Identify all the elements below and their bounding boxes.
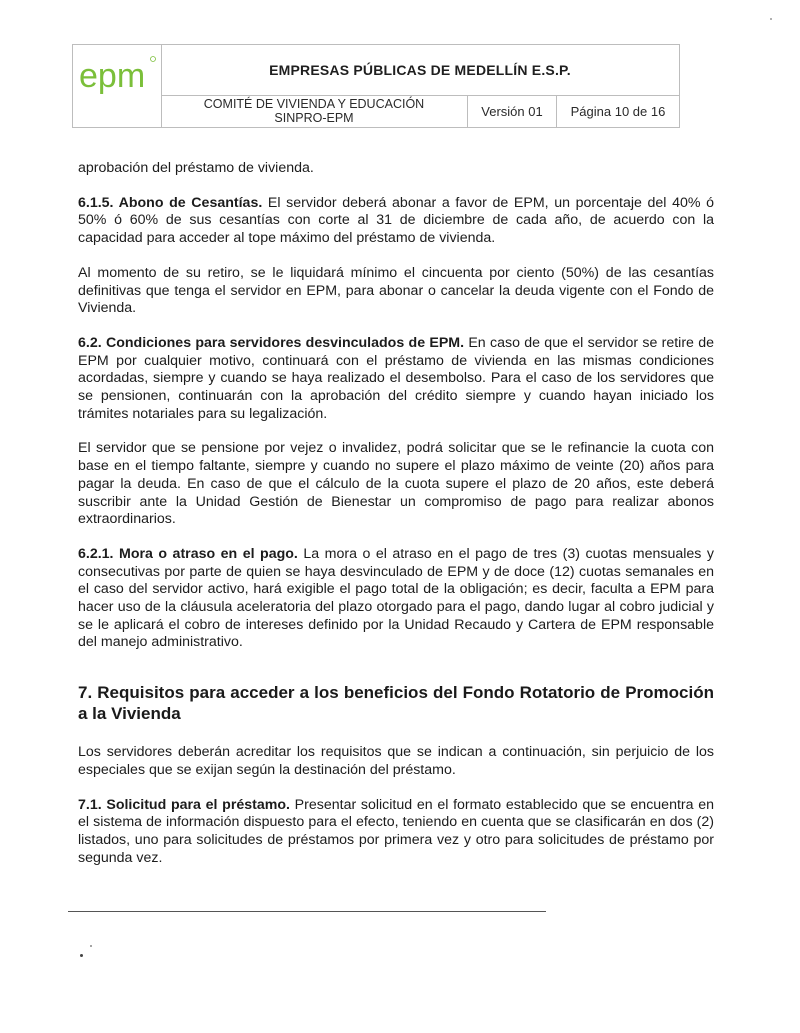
section-6-1-5	[78, 195, 714, 248]
section-6-1-5-title: 6.1.5. Abono de Cesantías.	[78, 194, 263, 211]
paragraph-requisitos: Los servidores deberán acreditar los requisitos que se indican a continuación, sin perjuicio de los especiales que se exijan según la destinación del préstamo.	[78, 744, 714, 778]
section-7-1	[78, 797, 714, 868]
section-6-2-1-title: 6.2.1. Mora o atraso en el pago.	[78, 545, 298, 562]
paragraph-continuation: aprobación del préstamo de vivienda.	[78, 160, 314, 176]
section-6-2-text: En caso de que el servidor se retire de EPM por cualquier motivo, continuará con el préstamo de vivienda en las mismas condiciones acordadas, siempre y cuando se haya realizado el desembolso. Para el caso de los servidores que se pensionen, continuarán con la aprobación del crédito siempre y cuando hayan iniciado los trámites notariales para su legalización.	[78, 334, 715, 422]
scan-speck	[90, 945, 92, 947]
section-7-heading: 7. Requisitos para acceder a los beneficios del Fondo Rotatorio de Promoción a la Vivienda	[78, 683, 714, 724]
epm-logo-icon	[77, 53, 157, 97]
svg-text:epm: epm	[79, 57, 146, 95]
document-body	[78, 160, 714, 867]
paragraph-retiro: Al momento de su retiro, se le liquidará mínimo el cincuenta por ciento (50%) de las cesantías definitivas que tenga el servidor en EPM, para abonar o cancelar la deuda vigente con el Fondo de Vivienda.	[78, 264, 714, 317]
company-name: EMPRESAS PÚBLICAS DE MEDELLÍN E.S.P.	[161, 45, 679, 96]
footer-rule	[68, 911, 546, 912]
document-header	[72, 44, 680, 128]
section-6-2-1-text: La mora o el atraso en el pago de tres (3) cuotas mensuales y consecutivas por parte de quien se haya desvinculado de EPM y de doce (12) cuotas semanales en el caso del servidor activo, hará exigible el pago total de la obligación; es decir, faculta a EPM para hacer uso de la cláusula aceleratoria del plazo otorgado para el pago, dando lugar al cobro judicial y se le aplicará el cobro de intereses definido por la Unidad Recaudo y Cartera de EPM responsable del manejo administrativo.	[78, 545, 714, 651]
paragraph-pension: El servidor que se pensione por vejez o invalidez, podrá solicitar que se le refinancie la cuota con base en el tiempo faltante, siempre y cuando no supere el plazo máximo de veinte (20) años para pagar la deuda. En caso de que el cálculo de la cuota supere el plazo de 20 años, este deberá suscribir ante la Unidad Gestión de Bienestar un compromiso de pago para realizar abonos extraordinarios.	[78, 440, 714, 528]
section-6-2-title: 6.2. Condiciones para servidores desvinculados de EPM.	[78, 334, 465, 351]
page-number: Página 10 de 16	[570, 103, 666, 119]
section-6-2-1	[78, 546, 714, 652]
section-6-2	[78, 335, 714, 424]
section-7-1-title: 7.1. Solicitud para el préstamo.	[78, 796, 290, 813]
logo-cell	[73, 45, 162, 127]
committee-name	[161, 95, 468, 127]
committee-line-1: COMITÉ DE VIVIENDA Y EDUCACIÓN	[203, 97, 425, 111]
committee-line-2: SINPRO-EPM	[274, 111, 354, 125]
section-7-1-text: Presentar solicitud en el formato establecido que se encuentra en el sistema de información dispuesto para el efecto, teniendo en cuenta que se clasificarán en dos (2) listados, uno para solicitudes de préstamos por primera vez y otro para solicitudes de préstamo por segunda vez.	[78, 796, 714, 866]
section-6-1-5-text: El servidor deberá abonar a favor de EPM, un porcentaje del 40% ó 50% ó 60% de sus cesantías con corte al 31 de diciembre de cada año, de acuerdo con la capacidad para acceder al tope máximo del préstamo de vivienda.	[78, 194, 714, 247]
scan-speck	[80, 954, 83, 957]
scan-speck	[770, 18, 772, 20]
version-label: Versión 01	[468, 95, 557, 127]
